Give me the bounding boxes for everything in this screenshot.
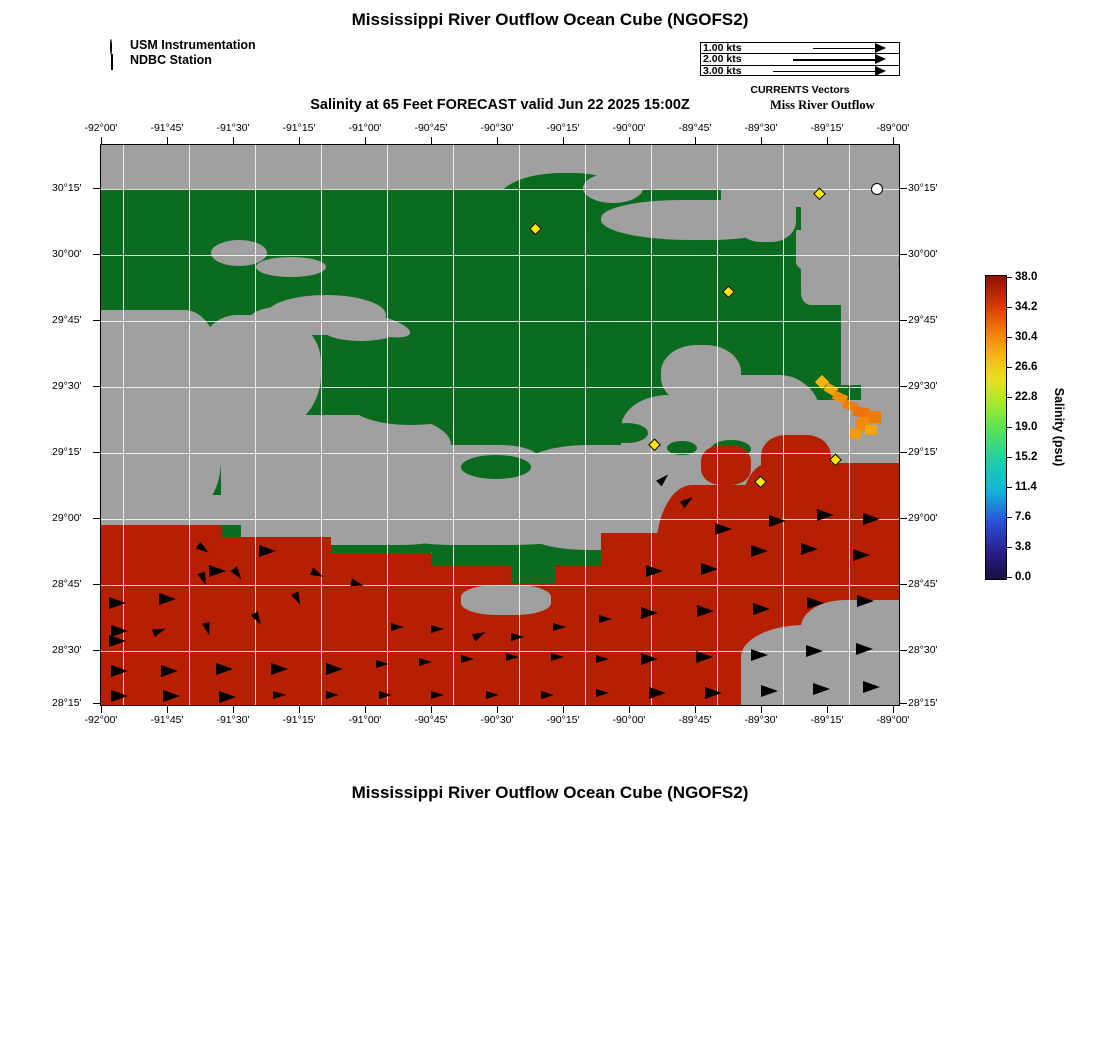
plot-subtitle: Salinity at 65 Feet FORECAST valid Jun 22 2025 15:00Z	[310, 97, 690, 113]
current-arrow	[753, 603, 770, 615]
y-tick-mark	[900, 650, 907, 651]
currents-legend-caption: CURRENTS Vectors	[750, 84, 850, 96]
y-tick-label: 30°00'	[908, 248, 938, 260]
x-tick-mark	[497, 137, 498, 144]
vector-scale-line-2	[793, 59, 875, 60]
station-legend	[110, 38, 256, 68]
y-tick-mark	[900, 254, 907, 255]
x-tick-mark	[101, 706, 102, 713]
current-arrow	[209, 565, 226, 577]
gridline-vertical	[651, 145, 652, 705]
vector-scale-line-1	[813, 48, 875, 49]
colorbar-tick-label: 0.0	[1015, 571, 1031, 583]
x-tick-mark	[167, 137, 168, 144]
vector-legend-label-2: 2.00 kts	[703, 53, 742, 66]
y-tick-mark	[900, 386, 907, 387]
current-arrow	[379, 691, 392, 699]
vector-scale-arrow-2	[875, 54, 886, 64]
x-tick-mark	[695, 706, 696, 713]
gridline-horizontal	[101, 255, 899, 256]
y-tick-label: 29°15'	[908, 446, 938, 458]
vector-legend-label-1: 1.00 kts	[703, 42, 742, 54]
salinity-field-high	[201, 537, 331, 705]
land-mass	[101, 145, 496, 189]
map-station-ndbc[interactable]	[722, 285, 735, 298]
current-arrow	[431, 691, 444, 699]
x-tick-mark	[761, 706, 762, 713]
current-arrow	[326, 663, 343, 675]
current-arrow	[541, 691, 554, 699]
vector-legend-row-3	[701, 66, 899, 77]
y-tick-mark	[900, 452, 907, 453]
y-tick-label: 28°30'	[52, 644, 82, 656]
x-tick-label: -90°00'	[612, 122, 646, 134]
colorbar-tick-label: 11.4	[1015, 481, 1037, 493]
current-arrow	[649, 687, 666, 699]
land-mass	[736, 190, 796, 242]
x-tick-mark	[893, 706, 894, 713]
x-tick-mark	[431, 137, 432, 144]
current-arrow	[161, 665, 178, 677]
y-tick-label: 29°00'	[52, 512, 82, 524]
currents-vector-legend	[700, 42, 900, 76]
vector-scale-arrow-1	[875, 43, 886, 53]
x-tick-label: -89°45'	[678, 122, 712, 134]
current-arrow	[431, 625, 444, 633]
current-arrow	[863, 513, 880, 525]
x-tick-label: -91°45'	[150, 714, 184, 726]
current-arrow	[551, 653, 564, 661]
current-arrow	[761, 685, 778, 697]
y-tick-label: 29°30'	[52, 380, 82, 392]
x-tick-mark	[233, 137, 234, 144]
current-arrow	[817, 509, 834, 521]
current-arrow	[461, 655, 474, 663]
y-tick-mark	[900, 703, 907, 704]
x-tick-mark	[629, 137, 630, 144]
salinity-field-high	[321, 553, 431, 705]
current-arrow	[856, 643, 873, 655]
current-arrow	[111, 625, 128, 637]
current-arrow	[111, 665, 128, 677]
current-arrow	[596, 689, 609, 697]
land-mass	[461, 585, 551, 615]
y-tick-mark	[900, 518, 907, 519]
x-tick-label: -89°00'	[876, 714, 910, 726]
y-tick-mark	[900, 584, 907, 585]
gridline-vertical	[849, 145, 850, 705]
current-arrow	[807, 597, 824, 609]
map-station-usm[interactable]	[871, 183, 883, 195]
y-tick-label: 28°15'	[908, 697, 938, 709]
colorbar-tick-label: 22.8	[1015, 391, 1038, 403]
x-tick-label: -90°30'	[480, 714, 514, 726]
x-tick-mark	[299, 137, 300, 144]
x-tick-label: -89°45'	[678, 714, 712, 726]
page-title: Mississippi River Outflow Ocean Cube (NGOFS2)	[351, 10, 749, 29]
current-arrow	[853, 549, 870, 561]
y-tick-label: 30°15'	[908, 182, 938, 194]
gridline-vertical	[321, 145, 322, 705]
y-tick-label: 28°45'	[52, 578, 82, 590]
y-tick-label: 30°15'	[52, 182, 82, 194]
x-tick-label: -91°00'	[348, 122, 382, 134]
current-arrow	[216, 663, 233, 675]
x-tick-label: -89°15'	[810, 122, 844, 134]
x-tick-label: -91°00'	[348, 714, 382, 726]
current-arrow	[376, 660, 389, 668]
y-tick-label: 29°00'	[908, 512, 938, 524]
current-arrow	[813, 683, 830, 695]
x-tick-label: -91°30'	[216, 122, 250, 134]
gridline-horizontal	[101, 585, 899, 586]
map-canvas[interactable]	[101, 145, 899, 705]
legend-label-usm: USM Instrumentation	[130, 38, 256, 52]
x-tick-label: -90°45'	[414, 122, 448, 134]
x-tick-mark	[827, 706, 828, 713]
y-tick-mark	[900, 188, 907, 189]
x-tick-label: -90°00'	[612, 714, 646, 726]
y-tick-label: 28°30'	[908, 644, 938, 656]
colorbar-axis-title: Salinity (psu)	[1052, 387, 1066, 467]
current-arrow	[641, 607, 658, 619]
gridline-vertical	[585, 145, 586, 705]
diamond-marker-icon	[110, 55, 122, 67]
legend-label-ndbc: NDBC Station	[130, 53, 212, 67]
colorbar-tick-label: 15.2	[1015, 451, 1038, 463]
land-mass	[583, 173, 643, 203]
x-tick-mark	[827, 137, 828, 144]
current-arrow	[641, 653, 658, 665]
current-arrow	[705, 687, 722, 699]
current-arrow	[511, 633, 524, 641]
current-arrow	[863, 681, 880, 693]
current-arrow	[259, 545, 276, 557]
x-tick-mark	[233, 706, 234, 713]
current-arrow	[219, 691, 236, 703]
land-mass	[796, 230, 846, 270]
y-tick-mark	[93, 254, 100, 255]
y-tick-mark	[93, 452, 100, 453]
x-tick-mark	[629, 706, 630, 713]
x-tick-label: -91°15'	[282, 714, 316, 726]
gridline-vertical	[123, 145, 124, 705]
x-tick-label: -89°30'	[744, 122, 778, 134]
x-tick-label: -91°45'	[150, 122, 184, 134]
x-tick-label: -92°00'	[84, 122, 118, 134]
x-tick-mark	[299, 706, 300, 713]
gridline-vertical	[519, 145, 520, 705]
current-arrow	[111, 690, 128, 702]
current-arrow	[806, 645, 823, 657]
colorbar-tick-label: 26.6	[1015, 361, 1038, 373]
y-tick-mark	[93, 320, 100, 321]
x-tick-label: -89°00'	[876, 122, 910, 134]
gridline-horizontal	[101, 189, 899, 190]
colorbar-tick-label: 3.8	[1015, 541, 1031, 553]
current-arrow	[696, 651, 713, 663]
y-tick-label: 29°30'	[908, 380, 938, 392]
colorbar-tick-label: 7.6	[1015, 511, 1031, 523]
current-arrow	[506, 653, 519, 661]
y-tick-label: 28°45'	[908, 578, 938, 590]
x-tick-mark	[893, 137, 894, 144]
current-arrow	[599, 615, 612, 623]
current-arrow	[109, 597, 126, 609]
salinity-field-high	[701, 445, 751, 485]
current-arrow	[553, 623, 566, 631]
x-tick-mark	[563, 706, 564, 713]
gridline-horizontal	[101, 453, 899, 454]
current-arrow	[596, 655, 609, 663]
gridline-horizontal	[101, 387, 899, 388]
current-arrow	[486, 691, 499, 699]
circle-marker-icon	[110, 40, 122, 52]
gridline-vertical	[783, 145, 784, 705]
x-tick-label: -90°30'	[480, 122, 514, 134]
y-tick-label: 29°45'	[908, 314, 938, 326]
outflow-annotation: Miss River Outflow	[770, 98, 875, 112]
y-tick-label: 29°45'	[52, 314, 82, 326]
current-arrow	[769, 515, 786, 527]
current-arrow	[419, 658, 432, 666]
x-tick-label: -90°15'	[546, 714, 580, 726]
x-tick-mark	[761, 137, 762, 144]
gridline-vertical	[717, 145, 718, 705]
y-tick-mark	[93, 188, 100, 189]
vector-scale-arrow-3	[875, 66, 886, 76]
vector-scale-line-3	[773, 71, 875, 72]
current-arrow	[159, 593, 176, 605]
page-title-bottom: Mississippi River Outflow Ocean Cube (NGOFS2)	[351, 783, 749, 802]
x-tick-mark	[167, 706, 168, 713]
x-tick-label: -90°15'	[546, 122, 580, 134]
x-tick-mark	[365, 706, 366, 713]
y-tick-mark	[93, 650, 100, 651]
colorbar-tick-label: 34.2	[1015, 301, 1038, 313]
y-tick-label: 30°00'	[52, 248, 82, 260]
gridline-vertical	[189, 145, 190, 705]
gridline-vertical	[387, 145, 388, 705]
y-tick-mark	[93, 703, 100, 704]
inland-water	[461, 455, 531, 479]
current-arrow	[715, 523, 732, 535]
y-tick-mark	[900, 320, 907, 321]
current-arrow	[163, 690, 180, 702]
x-tick-label: -90°45'	[414, 714, 448, 726]
current-arrow	[751, 649, 768, 661]
inland-water	[606, 423, 648, 443]
land-mass	[256, 257, 326, 277]
inland-water	[561, 335, 619, 363]
colorbar-tick-label: 38.0	[1015, 271, 1038, 283]
x-tick-mark	[563, 137, 564, 144]
y-tick-label: 28°15'	[52, 697, 82, 709]
current-arrow	[701, 563, 718, 575]
legend-item-ndbc	[110, 53, 256, 68]
colorbar-gradient	[985, 275, 1007, 580]
gridline-vertical	[453, 145, 454, 705]
y-tick-mark	[93, 518, 100, 519]
x-tick-mark	[101, 137, 102, 144]
current-arrow	[326, 691, 339, 699]
gridline-horizontal	[101, 321, 899, 322]
x-tick-label: -92°00'	[84, 714, 118, 726]
current-arrow	[646, 565, 663, 577]
current-arrow	[857, 595, 874, 607]
x-tick-mark	[431, 706, 432, 713]
y-tick-label: 29°15'	[52, 446, 82, 458]
x-tick-label: -91°30'	[216, 714, 250, 726]
x-tick-mark	[365, 137, 366, 144]
x-tick-mark	[497, 706, 498, 713]
current-arrow	[273, 691, 286, 699]
colorbar-tick-label: 19.0	[1015, 421, 1038, 433]
vector-legend-label-3: 3.00 kts	[703, 64, 742, 77]
y-tick-mark	[93, 386, 100, 387]
x-tick-label: -91°15'	[282, 122, 316, 134]
x-tick-mark	[695, 137, 696, 144]
x-tick-label: -89°15'	[810, 714, 844, 726]
current-arrow	[801, 543, 818, 555]
map-panel[interactable]	[100, 144, 900, 706]
current-arrow	[751, 545, 768, 557]
salinity-field-high	[761, 435, 831, 495]
x-tick-label: -89°30'	[744, 714, 778, 726]
y-tick-mark	[93, 584, 100, 585]
current-arrow	[697, 605, 714, 617]
colorbar-tick-label: 30.4	[1015, 331, 1038, 343]
current-arrow	[391, 623, 404, 631]
gridline-horizontal	[101, 651, 899, 652]
current-arrow	[271, 663, 288, 675]
legend-item-usm	[110, 38, 256, 53]
salinity-front-orange	[865, 425, 877, 435]
